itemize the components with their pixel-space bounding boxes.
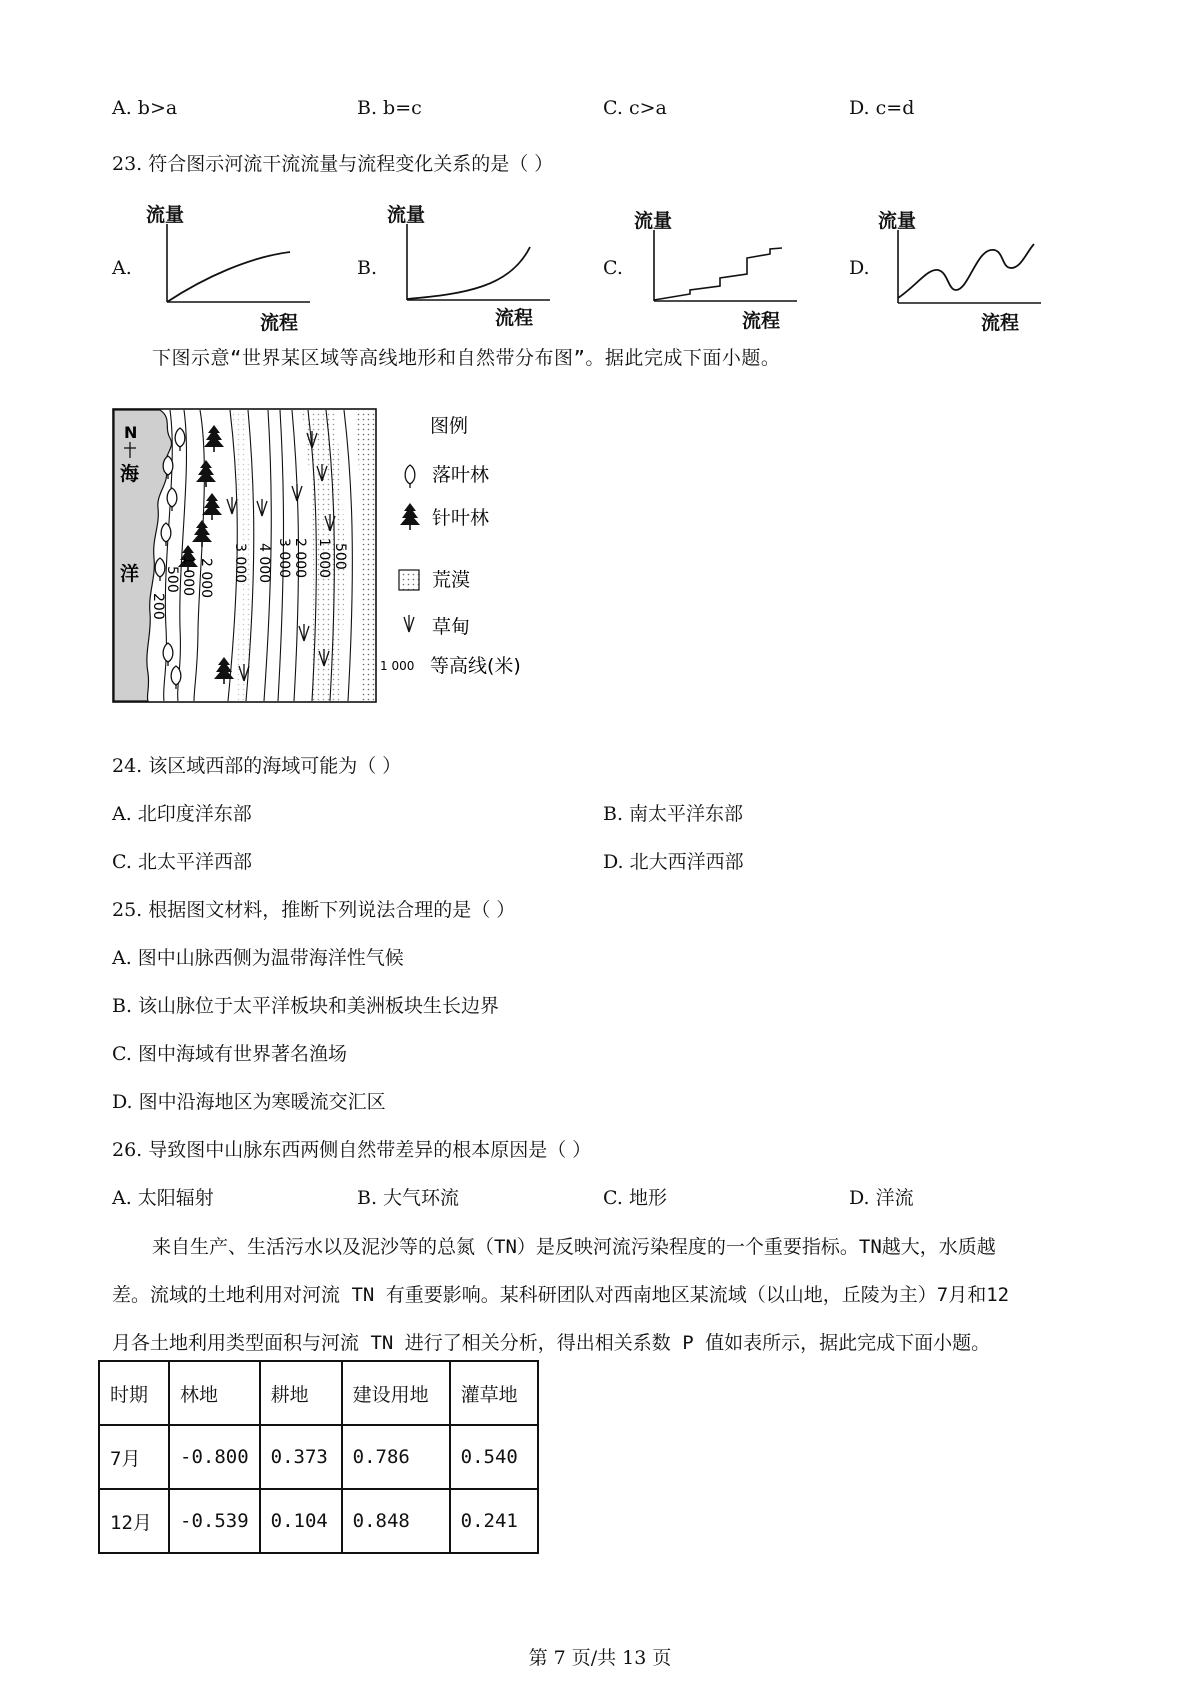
table-cell: -0.800 [169, 1425, 260, 1489]
legend-deciduous: 落叶林 [432, 464, 490, 486]
q23-graph-b-plot [385, 222, 565, 327]
contour-label-2000-east: 2 000 [292, 538, 308, 579]
contour-label-2000-west: 2 000 [198, 558, 214, 599]
table-cell: 0.848 [342, 1489, 450, 1553]
table-cell: -0.539 [169, 1489, 260, 1553]
contour-label-500-east: 500 [332, 543, 348, 570]
contour-label-3000-west: 3 000 [232, 543, 248, 584]
contour-label-1000-west: 1 000 [180, 556, 196, 597]
table-cell: 0.373 [260, 1425, 342, 1489]
contour-label-1000-east: 1 000 [316, 538, 332, 579]
table-row [99, 1425, 538, 1489]
conifer-tree-icon [400, 503, 420, 530]
q23-graph-d-plot [876, 228, 1056, 328]
q23-graph-c-curve [654, 248, 782, 300]
q23-graph-d-letter: D. [849, 257, 870, 279]
sea-label-1: 海 [120, 463, 140, 485]
legend-title: 图例 [430, 415, 469, 437]
q23-graph-b-y-label: 流量 [387, 204, 426, 226]
q23-stem: 23. 符合图示河流干流流量与流程变化关系的是（ ） [112, 153, 554, 175]
table-header-cell: 耕地 [260, 1361, 342, 1425]
table-cell: 0.241 [450, 1489, 538, 1553]
q25-option-c: C. 图中海域有世界著名渔场 [112, 1043, 347, 1065]
table-header-cell: 时期 [99, 1361, 169, 1425]
q23-graph-d [876, 206, 1056, 346]
table-cell: 0.786 [342, 1425, 450, 1489]
contour-label-3000-east: 3 000 [276, 538, 292, 579]
q25-stem: 25. 根据图文材料，推断下列说法合理的是（ ） [112, 899, 516, 921]
deciduous-tree-icon [405, 465, 415, 488]
q22-option-c: C. c>a [603, 97, 667, 119]
q24-option-b: B. 南太平洋东部 [603, 803, 744, 825]
q23-graph-b-x-label: 流程 [495, 307, 534, 329]
q25-option-d: D. 图中沿海地区为寒暖流交汇区 [112, 1091, 386, 1113]
contour-label-500-west: 500 [164, 566, 180, 593]
q23-graph-c-x-label: 流程 [742, 310, 781, 332]
intro-2-line-3: 月各土地利用类型面积与河流 TN 进行了相关分析，得出相关系数 P 值如表所示，据此完成下面小题。 [112, 1332, 991, 1354]
contour-label-200: 200 [150, 593, 166, 620]
q26-option-d: D. 洋流 [849, 1187, 914, 1209]
table-header-cell: 林地 [169, 1361, 260, 1425]
legend-grass: 草甸 [432, 616, 471, 638]
grass-icon [404, 615, 414, 632]
q24-stem: 24. 该区域西部的海域可能为（ ） [112, 755, 402, 777]
contour-label-4000: 4 000 [256, 543, 272, 584]
q23-graph-a-y-label: 流量 [146, 204, 185, 226]
table-header-cell: 灌草地 [450, 1361, 538, 1425]
table-cell: 0.540 [450, 1425, 538, 1489]
north-label: N [124, 423, 138, 442]
q22-option-b: B. b=c [357, 97, 422, 119]
tn-correlation-table [98, 1360, 539, 1554]
q25-option-a: A. 图中山脉西侧为温带海洋性气候 [112, 947, 404, 969]
contour-map [112, 408, 532, 703]
q24-option-c: C. 北太平洋西部 [112, 851, 252, 873]
q26-stem: 26. 导致图中山脉东西两侧自然带差异的根本原因是（ ） [112, 1139, 592, 1161]
q22-option-d: D. c=d [849, 97, 915, 119]
table-header-cell: 建设用地 [342, 1361, 450, 1425]
table-cell: 12月 [99, 1489, 169, 1553]
q22-option-a: A. b>a [112, 97, 178, 119]
legend-contour-label: 等高线(米) [430, 655, 521, 677]
q23-graph-a-x-label: 流程 [260, 312, 299, 334]
q23-graph-d-x-label: 流程 [981, 312, 1020, 334]
q26-option-a: A. 太阳辐射 [112, 1187, 214, 1209]
table-cell: 0.104 [260, 1489, 342, 1553]
desert-dots-icon [399, 570, 419, 590]
intro-2-line-2: 差。流域的土地利用对河流 TN 有重要影响。某科研团队对西南地区某流域（以山地，丘陵为主）7月和12 [112, 1284, 1010, 1306]
q24-option-d: D. 北大西洋西部 [603, 851, 744, 873]
q23-graph-c-y-label: 流量 [634, 210, 673, 232]
q23-graph-b-curve [407, 247, 530, 299]
intro-2-line-1: 来自生产、生活污水以及泥沙等的总氮（TN）是反映河流污染程度的一个重要指标。TN越大，水质越 [152, 1236, 996, 1258]
q23-graph-c-plot [632, 228, 812, 328]
table-cell: 7月 [99, 1425, 169, 1489]
contour-map-figure [112, 408, 532, 703]
q23-graph-b-letter: B. [357, 257, 378, 279]
legend-desert: 荒漠 [432, 569, 471, 591]
q26-option-c: C. 地形 [603, 1187, 667, 1209]
table-header-row [99, 1361, 538, 1425]
q23-graph-a-letter: A. [112, 257, 132, 279]
q23-graph-d-curve [898, 244, 1034, 298]
intro-paragraph-1: 下图示意“世界某区域等高线地形和自然带分布图”。据此完成下面小题。 [152, 347, 781, 369]
q23-graph-a [145, 200, 325, 340]
q25-option-b: B. 该山脉位于太平洋板块和美洲板块生长边界 [112, 995, 500, 1017]
q23-graph-b [385, 200, 565, 340]
q24-option-a: A. 北印度洋东部 [112, 803, 252, 825]
table-row [99, 1489, 538, 1553]
legend-conifer: 针叶林 [432, 507, 490, 529]
q23-graph-d-y-label: 流量 [878, 210, 917, 232]
q23-graph-c [632, 206, 812, 346]
q23-graph-c-letter: C. [603, 257, 623, 279]
page-footer: 第 7 页/共 13 页 [528, 1647, 672, 1669]
q26-option-b: B. 大气环流 [357, 1187, 460, 1209]
legend-contour-value: 1 000 [380, 659, 415, 673]
sea-label-2: 洋 [120, 563, 140, 585]
q23-graph-a-curve [167, 252, 290, 302]
